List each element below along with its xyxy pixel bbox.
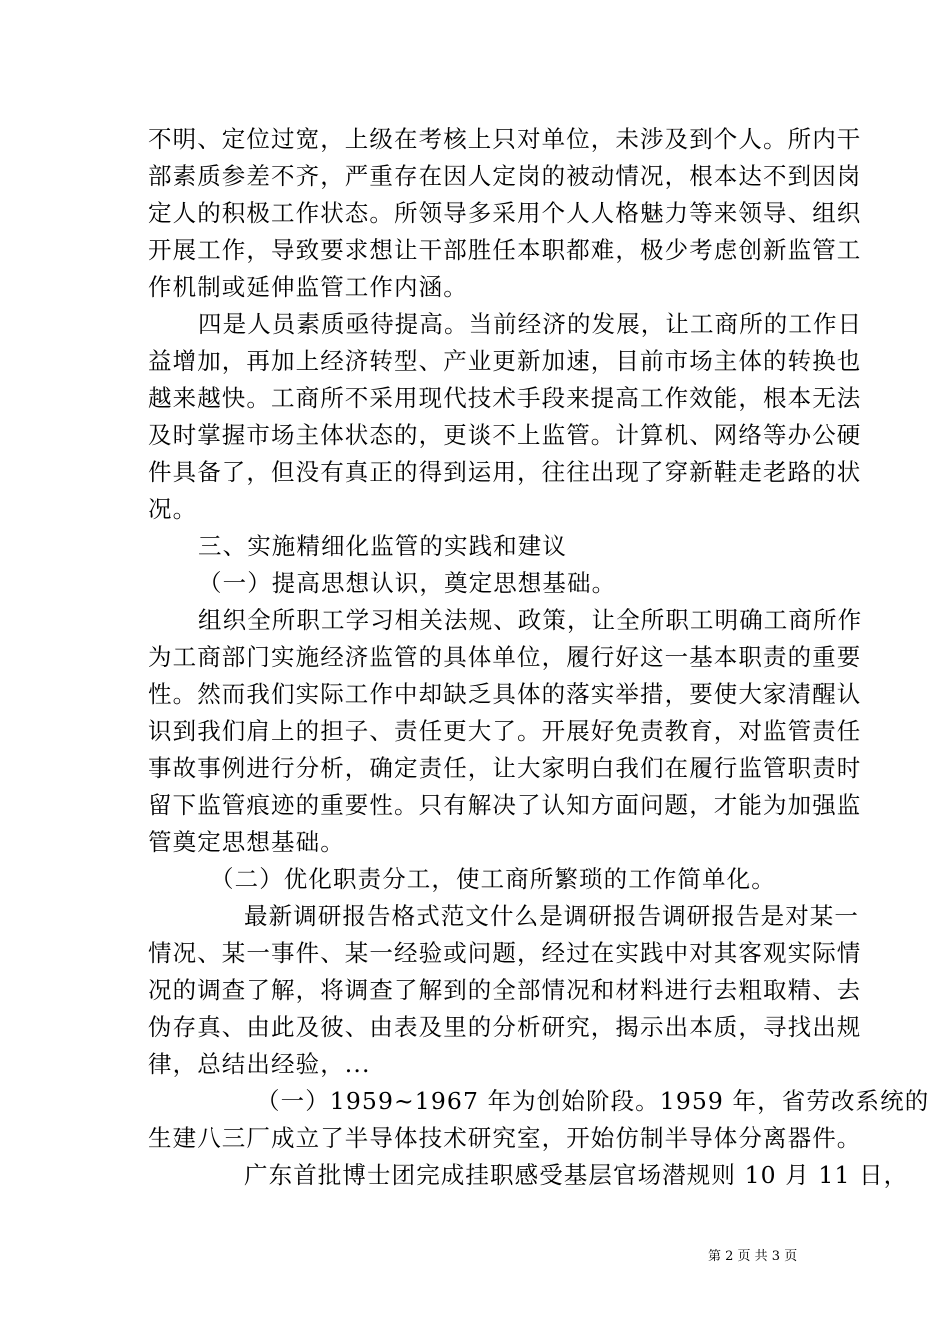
text-line: 管奠定思想基础。 — [148, 828, 345, 856]
text-line: 情况、某一事件、某一经验或问题，经过在实践中对其客观实际情 — [148, 939, 862, 967]
text-line: 越来越快。工商所不采用现代技术手段来提高工作效能，根本无法 — [148, 384, 862, 412]
text-line: 件具备了，但没有真正的得到运用，往往出现了穿新鞋走老路的状 — [148, 458, 862, 486]
text-line: 况的调查了解，将调查了解到的全部情况和材料进行去粗取精、去 — [148, 976, 862, 1004]
text-line: 律，总结出经验，... — [148, 1050, 371, 1078]
text-line: 性。然而我们实际工作中却缺乏具体的落实举措，要使大家清醒认 — [148, 680, 862, 708]
page-number: 第 2 页 共 3 页 — [708, 1249, 798, 1264]
section-heading: 三、实施精细化监管的实践和建议 — [198, 532, 567, 560]
text-line: 部素质参差不齐，严重存在因人定岗的被动情况，根本达不到因岗 — [148, 162, 862, 190]
text-line: 不明、定位过宽，上级在考核上只对单位，未涉及到个人。所内干 — [148, 125, 862, 153]
text-line: 组织全所职工学习相关法规、政策，让全所职工明确工商所作 — [198, 606, 863, 634]
text-line: 广东首批博士团完成挂职感受基层官场潜规则 10 月 11 日， — [244, 1161, 909, 1189]
text-line: 识到我们肩上的担子、责任更大了。开展好免责教育，对监管责任 — [148, 717, 862, 745]
text-line: 作机制或延伸监管工作内涵。 — [148, 273, 468, 301]
text-line: （一）1959~1967 年为创始阶段。1959 年，省劳改系统的 — [256, 1087, 930, 1115]
text-line: 及时掌握市场主体状态的，更谈不上监管。计算机、网络等办公硬 — [148, 421, 862, 449]
subsection-heading: （一）提高思想认识，奠定思想基础。 — [198, 569, 617, 597]
text-line: 开展工作，导致要求想让干部胜任本职都难，极少考虑创新监管工 — [148, 236, 862, 264]
text-line: 留下监管痕迹的重要性。只有解决了认知方面问题，才能为加强监 — [148, 791, 862, 819]
text-line: 为工商部门实施经济监管的具体单位，履行好这一基本职责的重要 — [148, 643, 862, 671]
text-line: 益增加，再加上经济转型、产业更新加速，目前市场主体的转换也 — [148, 347, 862, 375]
text-line: 事故事例进行分析，确定责任，让大家明白我们在履行监管职责时 — [148, 754, 862, 782]
text-line: 最新调研报告格式范文什么是调研报告调研报告是对某一 — [244, 902, 859, 930]
text-line: 定人的积极工作状态。所领导多采用个人人格魅力等来领导、组织 — [148, 199, 862, 227]
text-line: 生建八三厂成立了半导体技术研究室，开始仿制半导体分离器件。 — [148, 1124, 862, 1152]
text-line: 四是人员素质亟待提高。当前经济的发展，让工商所的工作日 — [198, 310, 863, 338]
subsection-heading: （二）优化职责分工，使工商所繁琐的工作简单化。 — [210, 865, 776, 893]
text-line: 伪存真、由此及彼、由表及里的分析研究，揭示出本质，寻找出规 — [148, 1013, 862, 1041]
text-line: 况。 — [148, 495, 198, 523]
